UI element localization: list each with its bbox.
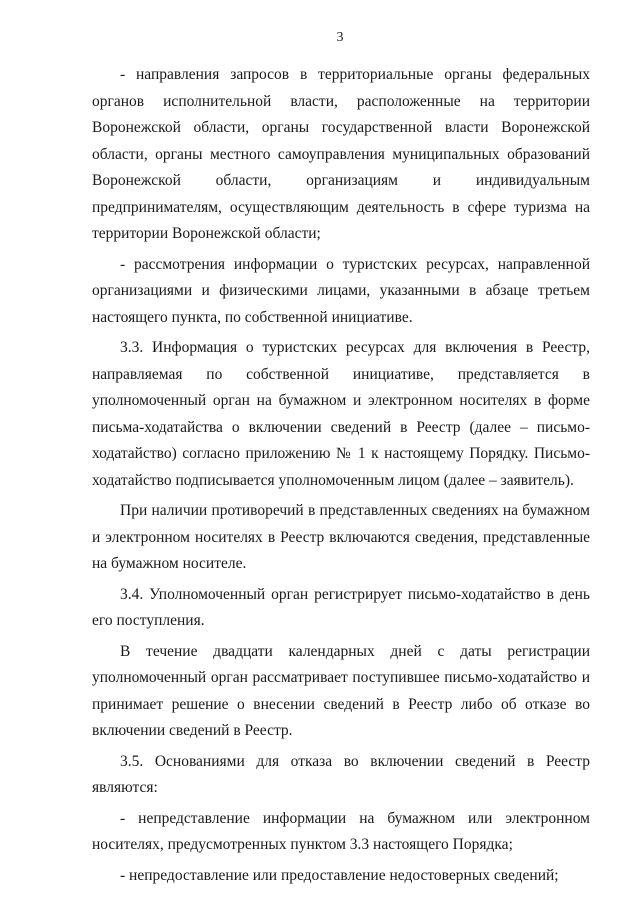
document-body [92,62,590,889]
paragraph-clause-3-4: 3.4. Уполномоченный орган регистрирует письмо-ходатайство в день его поступления. [92,585,590,629]
paragraph-requests-directions: - направления запросов в территориальные органы федеральных органов исполнительной власти, расположенные на территории Воронежской области, органы государственной власти Воронежской области, органы местного самоуправления муниципальных образований Воронежской области, организациям и индивидуальным предпринимателям, осуществляющим деятельность в сфере туризма на территории Воронежской области; [92,66,590,242]
paragraph-clause-3-5: 3.5. Основаниями для отказа во включении сведений в Реестр являются: [92,752,590,796]
paragraph-refusal-reason-1: - непредставление информации на бумажном или электронном носителях, предусмотренных пунктом 3.3 настоящего Порядка; [92,809,590,853]
paragraph-review-information: - рассмотрения информации о туристских ресурсах, направленной организациями и физическими лицами, указанными в абзаце третьем настоящего пункта, по собственной инициативе. [92,255,590,326]
page-number: 3 [336,30,344,45]
paragraph-contradictions: При наличии противоречий в представленных сведениях на бумажном и электронном носителях в Реестр включаются сведения, представленные на бумажном носителе. [92,502,590,572]
paragraph-clause-3-3: 3.3. Информация о туристских ресурсах для включения в Реестр, направляемая по собственной инициативе, представляется в уполномоченный орган на бумажном и электронном носителях в форме письма-ходатайства о включении сведений в Реестр (далее – письмо-ходатайство) согласно приложению № 1 к настоящему Порядку. Письмо-ходатайство подписывается уполномоченным лицом (далее – заявитель). [92,339,590,489]
paragraph-review-period: В течение двадцати календарных дней с даты регистрации уполномоченный орган рассматривает поступившее письмо-ходатайство и принимает решение о внесении сведений в Реестр либо об отказе во включении сведений в Реестр. [92,642,590,739]
paragraph-refusal-reason-2: - непредоставление или предоставление недостоверных сведений; [120,866,559,884]
